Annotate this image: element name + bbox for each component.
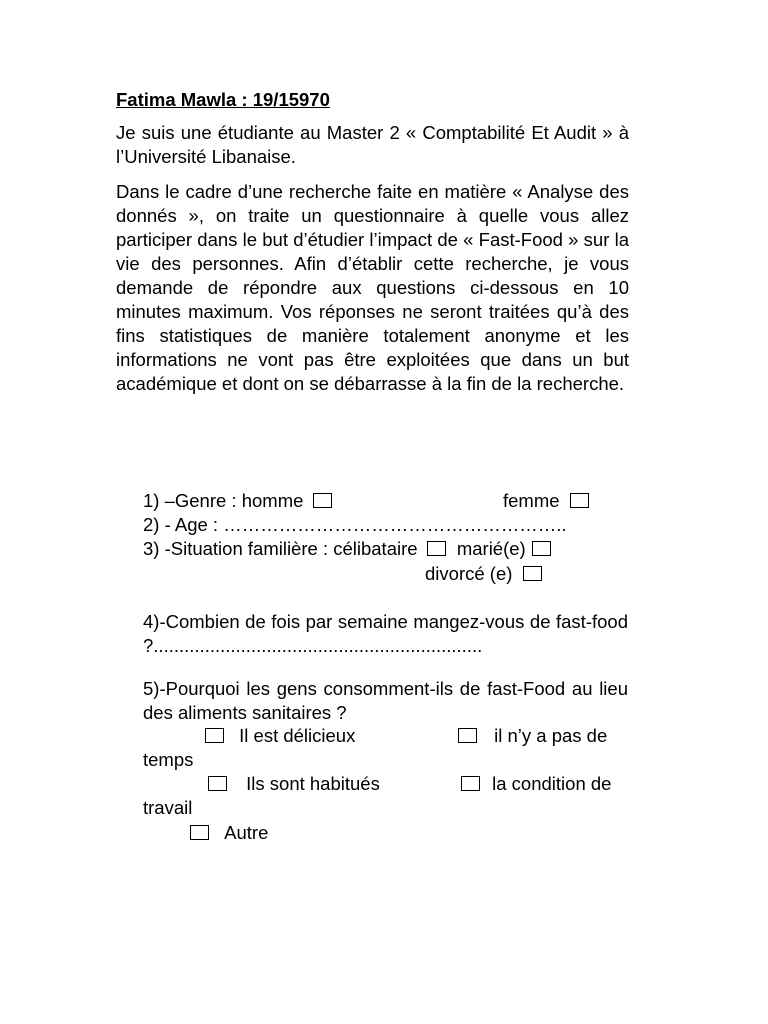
q5-work-continuation: travail: [143, 797, 193, 818]
q1-male-checkbox[interactable]: [313, 493, 332, 508]
intro-paragraph-1: Je suis une étudiante au Master 2 « Comptabilité Et Audit » à l’Université Libanaise.: [116, 122, 629, 167]
q5-option-work: [461, 772, 611, 796]
q5-option-delicious: [205, 724, 355, 748]
q5-no-time-continuation: temps: [143, 749, 194, 770]
q3-divorced-label: divorcé (e): [425, 563, 513, 584]
q5-habit-checkbox[interactable]: [208, 776, 227, 791]
q1-gender-row: [143, 489, 332, 513]
q3-married-label: marié(e): [456, 538, 526, 559]
q5-question: 5)-Pourquoi les gens consomment-ils de fast-Food au lieu des aliments sanitaires ?: [143, 678, 628, 723]
q1-female-label: femme: [503, 490, 560, 511]
q5-work-checkbox[interactable]: [461, 776, 480, 791]
q1-label: 1) –Genre : homme: [143, 490, 304, 511]
q2-age-row[interactable]: 2) - Age : ………………………………………………..: [143, 514, 567, 535]
q5-no-time-checkbox[interactable]: [458, 728, 477, 743]
q3-label: 3) -Situation familière : célibataire: [143, 538, 418, 559]
q1-female-checkbox[interactable]: [570, 493, 589, 508]
intro-paragraph-2: Dans le cadre d’une recherche faite en matière « Analyse des donnés », on traite un questionnaire à quelle vous allez participer dans le but d’étudier l’impact de « Fast-Food » sur la vie des personnes. Afin d’établir cette recherche, je vous demande de répondre aux questions ci-dessous en 10 minutes maximum. Vos réponses ne seront traitées qu’à des fins statistiques de manière totalement anonyme et les informations ne vont pas être exploitées que dans un but académique et dont on se débarrasse à la fin de la recherche.: [116, 181, 629, 394]
q5-habit-label: Ils sont habitués: [246, 773, 380, 794]
q5-delicious-label: Il est délicieux: [239, 725, 356, 746]
q5-option-habit: [208, 772, 380, 796]
q3-marital-row: [143, 537, 551, 561]
q5-other-checkbox[interactable]: [190, 825, 209, 840]
q3-divorced-checkbox[interactable]: [523, 566, 542, 581]
q5-option-other: [190, 821, 268, 845]
q5-option-no-time: [458, 724, 607, 748]
q5-delicious-checkbox[interactable]: [205, 728, 224, 743]
q1-female-option: [503, 489, 589, 513]
q3-married-checkbox[interactable]: [532, 541, 551, 556]
q3-single-checkbox[interactable]: [427, 541, 446, 556]
q5-other-label: Autre: [224, 822, 269, 843]
q5-no-time-label: il n’y a pas de: [494, 725, 608, 746]
author-title: Fatima Mawla : 19/15970: [116, 89, 330, 110]
q4-frequency-question: 4)-Combien de fois par semaine mangez-vous de fast-food ?................................................................: [143, 611, 628, 656]
q5-work-label: la condition de: [492, 773, 612, 794]
q3-divorced-option: [425, 562, 542, 586]
